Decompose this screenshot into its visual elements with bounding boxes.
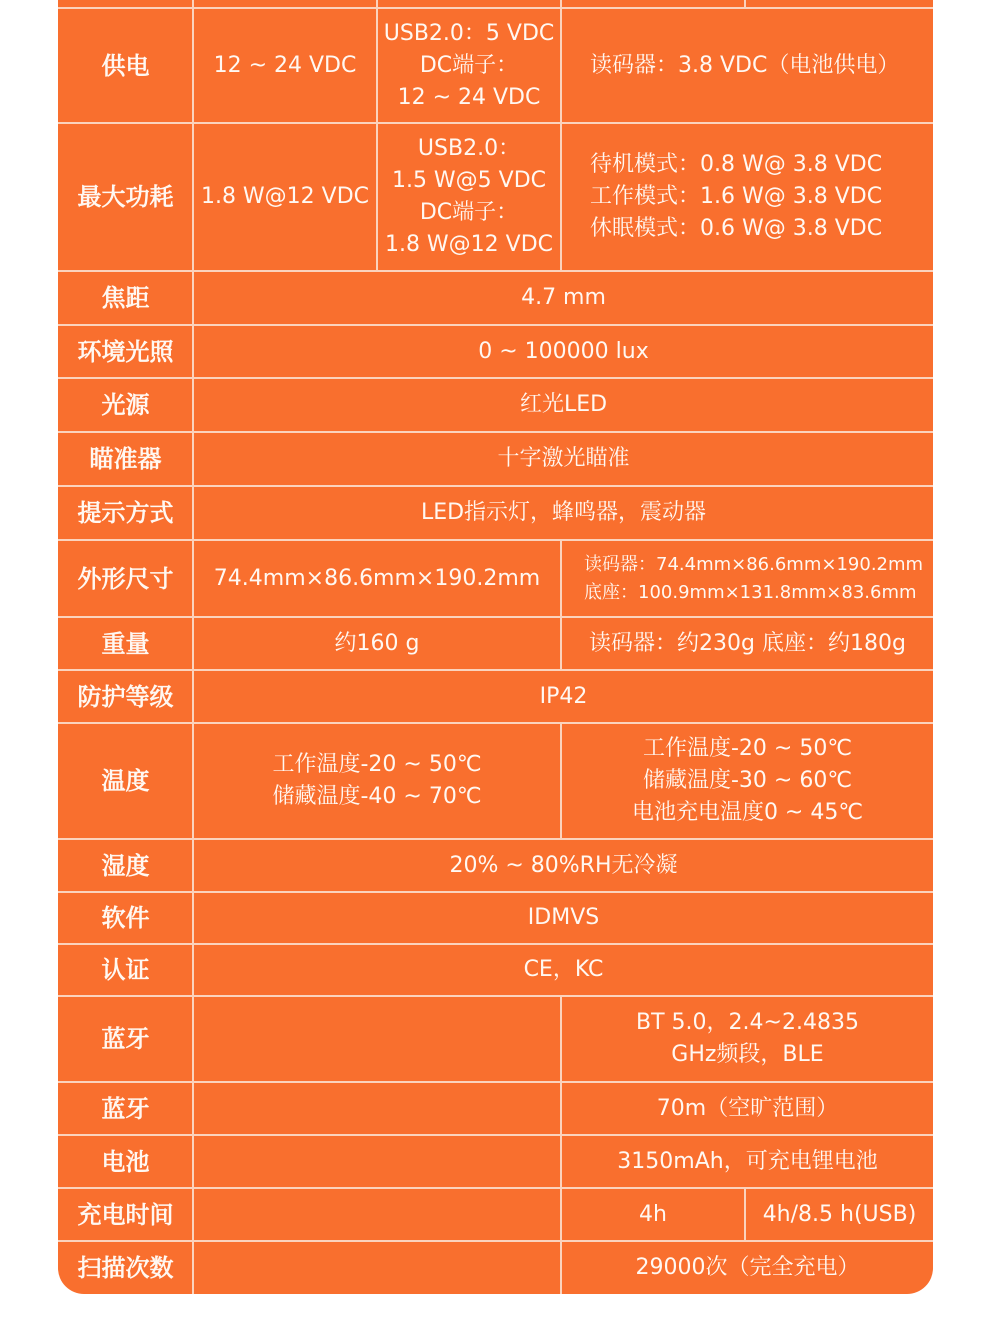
temperature-value-2-line: 电池充电温度0 ~ 45℃ [631, 800, 864, 825]
max-power-value-3-line: 待机模式：0.8 W@ 3.8 VDC [590, 152, 883, 177]
row-label-dimensions: 外形尺寸 [77, 564, 174, 593]
grid-line [560, 1189, 562, 1240]
grid-line [192, 1136, 194, 1187]
grid-line [192, 1083, 194, 1134]
max-power-value-3-line: 工作模式：1.6 W@ 3.8 VDC [590, 184, 883, 209]
grid-line [192, 541, 194, 616]
dimensions-value-2 [562, 541, 933, 616]
charge-time-value-2: 4h/8.5 h(USB) [762, 1201, 917, 1227]
row-label-charge-time: 充电时间 [77, 1200, 174, 1229]
row-label-scan-count: 扫描次数 [77, 1254, 174, 1282]
grid-line [192, 618, 194, 669]
max-power-value-1: 1.8 W@12 VDC [200, 184, 370, 209]
grid-line [560, 124, 562, 270]
grid-line [192, 433, 194, 485]
power-value-2-line: DC端子： [419, 52, 519, 78]
temperature-value-1-line: 储藏温度-40 ~ 70℃ [272, 784, 482, 809]
ambient-value: 0 ~ 100000 lux [478, 338, 649, 364]
scan-count-value: 29000次（完全充电） [635, 1255, 860, 1280]
spec-table [58, 0, 933, 1294]
max-power-value-3-line: 休眠模式：0.6 W@ 3.8 VDC [590, 216, 883, 241]
row-label-power: 供电 [101, 51, 150, 80]
bluetooth-range-value: 70m（空旷范围） [656, 1095, 839, 1121]
aimer-value: 十字激光瞄准 [497, 446, 630, 471]
temperature-value-2-line: 工作温度-20 ~ 50℃ [642, 736, 853, 761]
grid-line [376, 124, 378, 270]
grid-line [192, 893, 194, 943]
grid-line [192, 671, 194, 722]
grid-line [744, 1189, 746, 1240]
max-power-value-2-line: DC端子： [419, 200, 519, 225]
battery-value: 3150mAh，可充电锂电池 [617, 1148, 878, 1174]
temperature-value-1 [194, 724, 560, 838]
grid-line [560, 9, 562, 122]
grid-line [560, 1083, 562, 1134]
grid-line [192, 997, 194, 1081]
row-label-temperature: 温度 [101, 767, 150, 795]
grid-line [560, 541, 562, 616]
grid-line [560, 1242, 562, 1294]
temperature-value-2 [562, 724, 933, 838]
row-label-humidity: 湿度 [101, 851, 150, 880]
row-label-bluetooth-range: 蓝牙 [101, 1094, 150, 1123]
dimensions-value-1: 74.4mm×86.6mm×190.2mm [213, 565, 541, 591]
bluetooth-value-line: GHz频段，BLE [671, 1042, 824, 1067]
row-label-software: 软件 [101, 904, 150, 932]
row-label-ambient: 环境光照 [77, 337, 174, 366]
charge-time-value-1: 4h [639, 1201, 667, 1227]
row-label-protection: 防护等级 [77, 682, 174, 711]
temperature-value-2-line: 储藏温度-30 ~ 60℃ [642, 768, 853, 793]
dimensions-value-2-line: 读码器：74.4mm×86.6mm×190.2mm [584, 553, 924, 575]
bluetooth-value-line: BT 5.0，2.4~2.4835 [636, 1010, 859, 1035]
row-label-indicator: 提示方式 [77, 499, 174, 527]
row-label-aimer: 瞄准器 [89, 445, 162, 473]
max-power-value-3 [562, 124, 933, 270]
row-label-light: 光源 [101, 391, 150, 419]
power-value-2-line: USB2.0：5 VDC [383, 20, 555, 46]
dimensions-value-2-line: 底座：100.9mm×131.8mm×83.6mm [584, 581, 917, 603]
certification-value: CE，KC [523, 957, 604, 982]
grid-line [376, 9, 378, 122]
grid-line [192, 487, 194, 539]
row-label-certification: 认证 [101, 956, 150, 984]
grid-line [560, 1136, 562, 1187]
grid-line [192, 124, 194, 270]
grid-line [192, 379, 194, 431]
grid-line [192, 1189, 194, 1240]
grid-line [560, 618, 562, 669]
light-value: 红光LED [519, 392, 608, 417]
row-label-focal: 焦距 [101, 284, 150, 312]
weight-value-1: 约160 g [334, 630, 420, 656]
grid-line [192, 1242, 194, 1294]
power-value-1: 12 ~ 24 VDC [213, 52, 357, 78]
indicator-value: LED指示灯，蜂鸣器，震动器 [420, 500, 707, 525]
max-power-value-2 [378, 124, 560, 270]
grid-line [192, 724, 194, 838]
grid-line [560, 724, 562, 838]
software-value: IDMVS [527, 905, 600, 930]
max-power-value-2-line: 1.5 W@5 VDC [391, 168, 547, 193]
grid-line [192, 326, 194, 377]
row-label-weight: 重量 [101, 629, 150, 658]
grid-line [560, 997, 562, 1081]
power-value-2 [378, 9, 560, 122]
power-value-2-line: 12 ~ 24 VDC [397, 84, 541, 110]
humidity-value: 20% ~ 80%RH无冷凝 [449, 852, 678, 878]
row-label-bluetooth: 蓝牙 [101, 1025, 150, 1053]
bluetooth-value [562, 997, 933, 1081]
temperature-value-1-line: 工作温度-20 ~ 50℃ [272, 752, 482, 777]
grid-line [192, 840, 194, 891]
protection-value: IP42 [539, 683, 588, 709]
grid-line [192, 9, 194, 122]
power-value-3: 读码器：3.8 VDC（电池供电） [590, 52, 900, 78]
grid-line [192, 272, 194, 324]
weight-value-2: 读码器：约230g 底座：约180g [589, 630, 906, 656]
row-label-max-power: 最大功耗 [77, 183, 174, 211]
max-power-value-2-line: 1.8 W@12 VDC [384, 232, 554, 257]
grid-line [192, 945, 194, 995]
focal-value: 4.7 mm [521, 285, 606, 310]
max-power-value-2-line: USB2.0： [417, 136, 521, 161]
row-label-battery: 电池 [101, 1147, 150, 1176]
